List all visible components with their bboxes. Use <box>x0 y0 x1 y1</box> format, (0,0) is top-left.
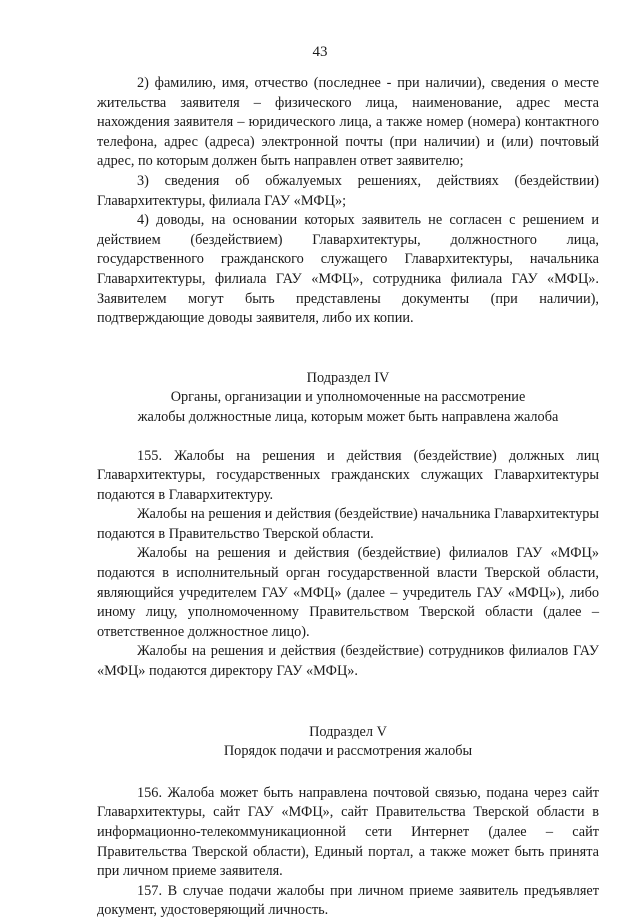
paragraph: 3) сведения об обжалуемых решениях, действиях (бездействии) Главархитектуры, филиала ГАУ «МФЦ»; <box>97 172 599 209</box>
subsection-iv-header <box>97 369 599 428</box>
subsection-v-header <box>97 723 599 762</box>
subsection-heading: Подраздел V <box>309 723 387 740</box>
subsection-title: Порядок подачи и рассмотрения жалобы <box>223 743 473 760</box>
subsection-heading: Подраздел IV <box>306 369 390 386</box>
paragraph: Жалобы на решения и действия (бездействие) филиалов ГАУ «МФЦ» подаются в исполнительный орган государственной власти Тверской области, являющийся учредителем ГАУ «МФЦ» (далее – учредитель ГАУ «МФЦ»), либо иному лицу, уполномоченному Правительством Тверской области (далее – ответственное должностное лицо). <box>97 545 599 640</box>
document-body <box>97 74 599 921</box>
subsection-title: жалобы должностные лица, которым может быть направлена жалоба <box>137 408 559 425</box>
subsection-title: Органы, организации и уполномоченные на рассмотрение <box>170 389 526 406</box>
paragraph: 157. В случае подачи жалобы при личном приеме заявитель предъявляет документ, удостоверяющий личность. <box>97 882 599 919</box>
paragraph: 155. Жалобы на решения и действия (бездействие) должных лиц Главархитектуры, государственных гражданских служащих Главархитектуры подаются в Главархитектуру. <box>97 447 599 503</box>
paragraph: 156. Жалоба может быть направлена почтовой связью, подана через сайт Главархитектуры, сайт ГАУ «МФЦ», сайт Правительства Тверской области в информационно-телекоммуникационной сети Интернет (далее – сайт Правительства Тверской области), Единый портал, а также может быть принята при личном приеме заявителя. <box>97 784 599 880</box>
paragraph: Жалобы на решения и действия (бездействие) начальника Главархитектуры подаются в Правительство Тверской области. <box>97 506 599 542</box>
page-number: 43 <box>312 44 328 60</box>
paragraph: Жалобы на решения и действия (бездействие) сотрудников филиалов ГАУ «МФЦ» подаются директору ГАУ «МФЦ». <box>97 643 599 680</box>
paragraph: 4) доводы, на основании которых заявитель не согласен с решением и действием (бездействием) Главархитектуры, должностного лица, государственного гражданского служащего Главархитектуры, начальника Главархитектуры, филиала ГАУ «МФЦ», сотрудника филиала ГАУ «МФЦ». Заявителем могут быть представлены документы (при наличии), подтверждающие доводы заявителя, либо их копии. <box>97 212 599 327</box>
paragraph: 2) фамилию, имя, отчество (последнее - при наличии), сведения о месте жительства заявителя – физического лица, наименование, адрес места нахождения заявителя – юридического лица, а также номер (номера) контактного телефона, адрес (адреса) электронной почты (при наличии) и (или) почтовый адрес, по которым должен быть направлен ответ заявителю; <box>97 75 599 170</box>
